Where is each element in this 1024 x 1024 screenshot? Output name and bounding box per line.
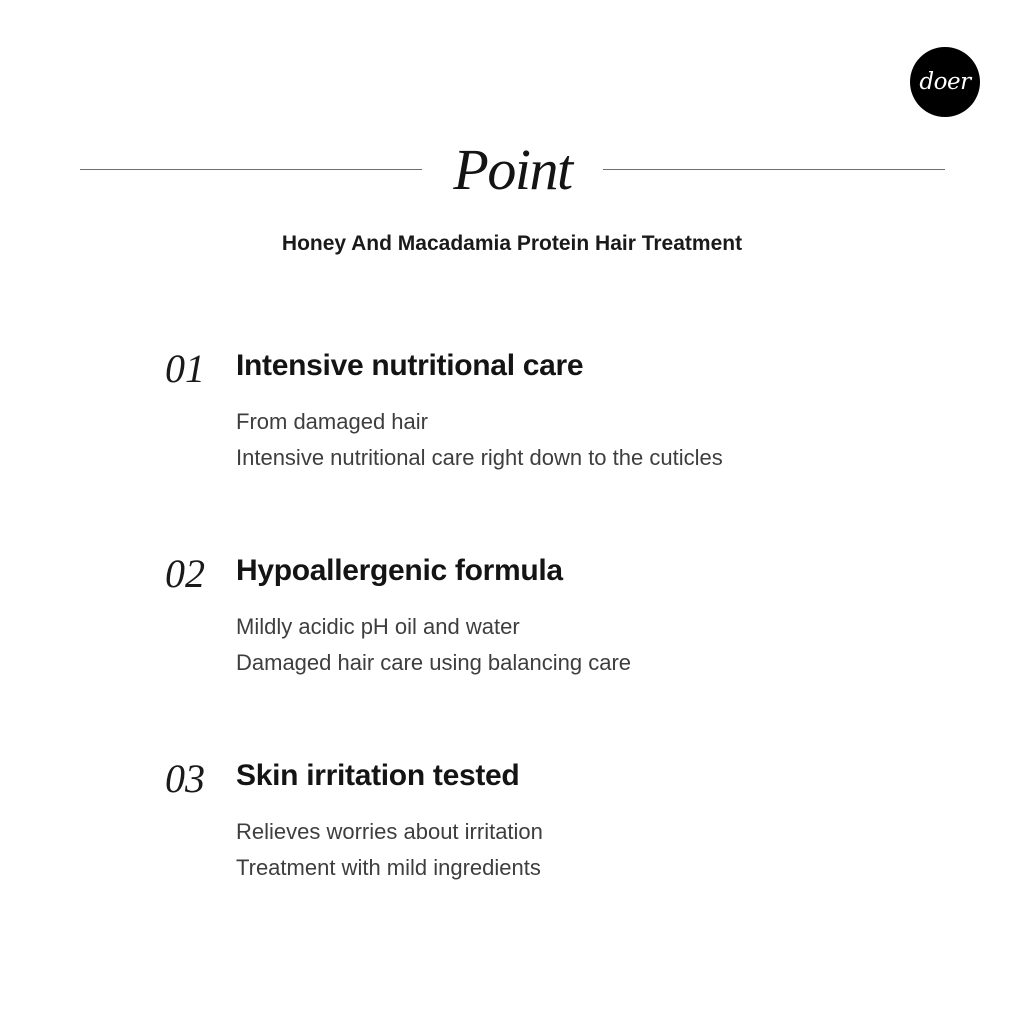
- point-description-line: From damaged hair: [236, 409, 428, 434]
- point-title: Intensive nutritional care: [236, 349, 584, 382]
- brand-logo: [910, 47, 980, 117]
- point-number: 03: [165, 756, 205, 801]
- point-item: [0, 550, 1024, 700]
- brand-logo-text: doer: [919, 69, 971, 95]
- point-description-line: Relieves worries about irritation: [236, 819, 543, 844]
- point-title: Skin irritation tested: [236, 759, 520, 792]
- product-name: Honey And Macadamia Protein Hair Treatment: [281, 232, 743, 255]
- point-item: [0, 345, 1024, 495]
- point-description-line: Intensive nutritional care right down to the cuticles: [236, 445, 723, 470]
- heading-divider-right: [603, 169, 945, 170]
- point-number: 02: [165, 551, 205, 596]
- point-number: 01: [165, 346, 205, 391]
- point-description-line: Damaged hair care using balancing care: [236, 650, 632, 675]
- point-description-line: Mildly acidic pH oil and water: [236, 614, 520, 639]
- heading-divider-left: [80, 169, 422, 170]
- point-title: Hypoallergenic formula: [236, 554, 563, 587]
- page-heading: Point: [453, 137, 572, 202]
- point-item: [0, 755, 1024, 905]
- point-description-line: Treatment with mild ingredients: [236, 855, 541, 880]
